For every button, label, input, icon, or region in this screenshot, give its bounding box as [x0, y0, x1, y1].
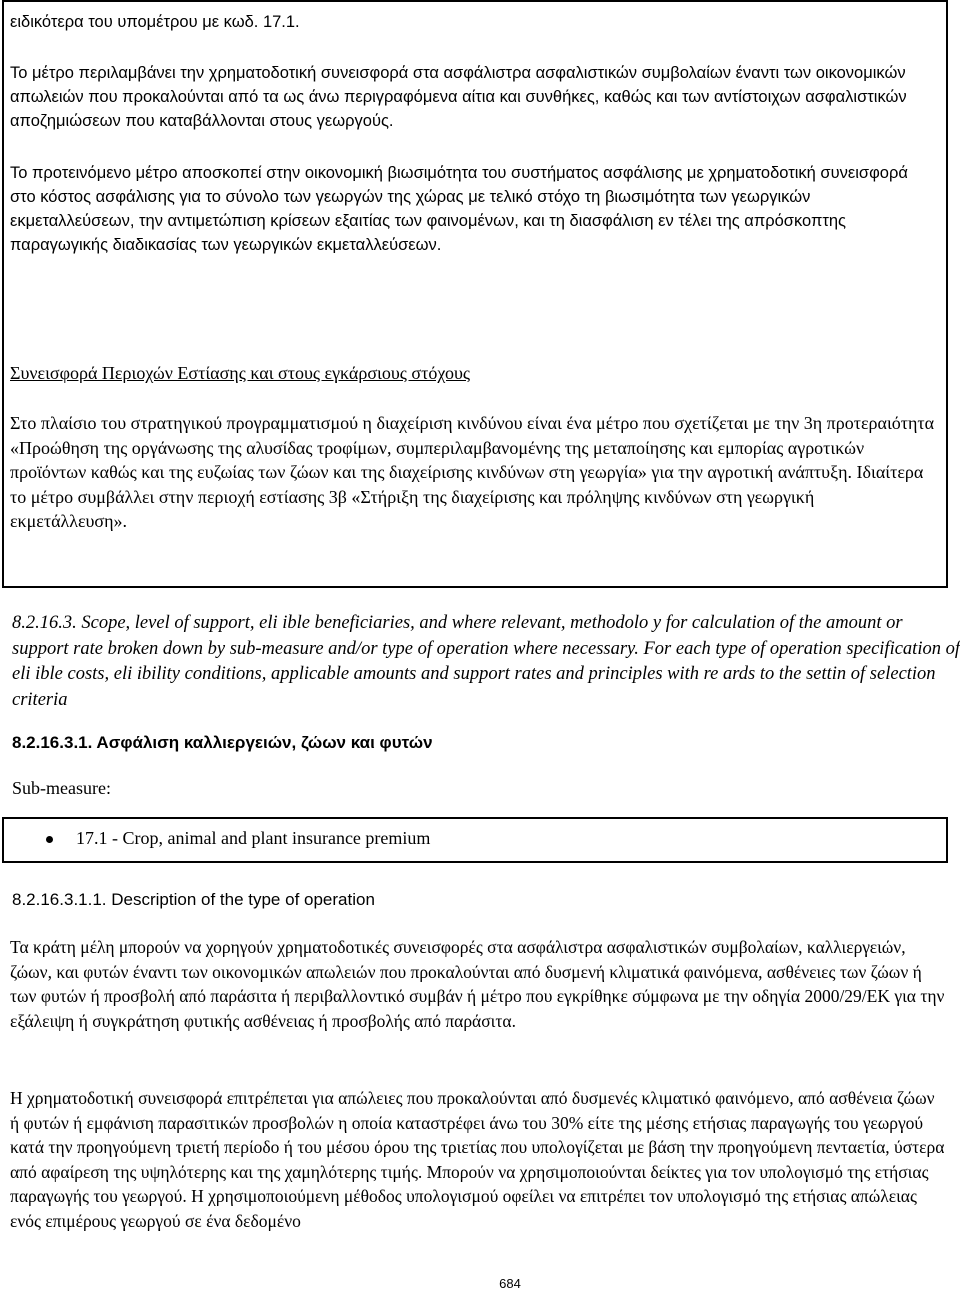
paragraph-contribution: Το μέτρο περιλαμβάνει την χρηματοδοτική συνεισφορά στα ασφάλιστρα ασφαλιστικών συμβολαίων έναντι των οικονομικών απωλειών που προκαλούνται από τα ως άνω περιγραφόμενα αίτια και συνθήκες, καθώς και των αντίστοιχων ασφαλιστικών αποζημιώσεων που καταβάλλονται στους γεωργούς. [10, 64, 907, 130]
section-heading-8-2-16-3-1-1: 8.2.16.3.1.1. Description of the type of operation [12, 890, 375, 909]
subheading-focus-areas: Συνεισφορά Περιοχών Εστίασης και στους εγκάρσιους στόχους [10, 363, 471, 383]
paragraph-member-states: Τα κράτη μέλη μπορούν να χορηγούν χρηματοδοτικές συνεισφορές στα ασφάλιστρα ασφαλιστικών συμβολαίων, καλλιεργειών, ζώων, και φυτών έναντι των οικονομικών απωλειών που προκαλούνται από δυσμενή κλιματικά φαινόμενα, ασθένειες των ζώων ή των φυτών ή προσβολή από παράσιτα ή περιβαλλοντικό συμβάν ή μέτρο που εγκρίθηκε σύμφωνα με την οδηγία 2000/29/ΕΚ για την εξάλειψη ή συγκράτηση φυτικής ασθένειας ή προσβολής από παράσιτα. [10, 937, 945, 1031]
submeasure-item: 17.1 - Crop, animal and plant insurance premium [76, 828, 431, 848]
section-heading-8-2-16-3: 8.2.16.3. Scope, level of support, eli ible beneficiaries, and where relevant, methodolo y for calculation of the amount or support rate broken down by sub-measure and/or type of operation where necessary. For each type of operation specification of eli ible costs, eli ibility conditions, applicable amounts and support rates and principles with re ards to the settin of selection criteria [12, 613, 960, 710]
submeasure-label: Sub-measure: [12, 778, 111, 798]
section-heading-8-2-16-3-1: 8.2.16.3.1. Ασφάλιση καλλιεργειών, ζώων και φυτών [12, 733, 433, 752]
paragraph-financial-contribution: Η χρηματοδοτική συνεισφορά επιτρέπεται για απώλειες που προκαλούνται από δυσμενές κλιματικό φαινόμενο, από ασθένεια ζώων ή φυτών ή εμφάνιση παρασιτικών προσβολών η οποία καταστρέφει άνω του 30% είτε της μέσης ετήσιας παραγωγής του γεωργού κατά την προηγούμενη τριετή περίοδο ή του μέσου όρου της τριετίας που υπολογίζεται με βάση την προηγούμενη πενταετία, ύστερα από αφαίρεση της υψηλότερης και της χαμηλότερης τιμής. Μπορούν να χρησιμοποιούνται δείκτες για τον υπολογισμό της ετήσιας παραγωγής του γεωργού. Η χρησιμοποιούμενη μέθοδος υπολογισμού οφείλει να επιτρέπει τον υπολογισμό της ετήσιας απώλειας ενός επιμέρους γεωργού σε ένα δεδομένο [10, 1088, 945, 1231]
paragraph-objective: Το προτεινόμενο μέτρο αποσκοπεί στην οικονομική βιωσιμότητα του συστήματος ασφάλισης με χρηματοδοτική συνεισφορά στο κόστος ασφάλισης για το σύνολο των γεωργών της χώρας με τελικό στόχο τη βιωσιμότητα των γεωργικών εκμεταλλεύσεων, την αντιμετώπιση κρίσεων εξαιτίας των φαινομένων, και τη διασφάλιση εν τέλει της απρόσκοπτης παραγωγικής διαδικασίας των γεωργικών εκμεταλλεύσεων. [10, 164, 908, 254]
paragraph-strategic-programming: Στο πλαίσιο του στρατηγικού προγραμματισμού η διαχείριση κινδύνου είναι ένα μέτρο που σχετίζεται με την 3η προτεραιότητα «Προώθηση της οργάνωσης της αλυσίδας τροφίμων, συμπεριλαμβανομένης της μεταποίησης και εμπορίας αγροτικών προϊόντων καθώς και της ευζωίας των ζώων και της διαχείρισης κινδύνων στη γεωργία» για την αγροτική ανάπτυξη. Ιδιαίτερα το μέτρο συμβάλλει στην περιοχή εστίασης 3β «Στήριξη της διαχείρισης και πρόληψης κινδύνων στη γεωργική εκμετάλλευση». [10, 413, 935, 532]
page-number: 684 [499, 1276, 521, 1291]
bullet-icon [46, 836, 53, 843]
continuation-line: ειδικότερα του υπομέτρου με κωδ. 17.1. [10, 13, 300, 31]
